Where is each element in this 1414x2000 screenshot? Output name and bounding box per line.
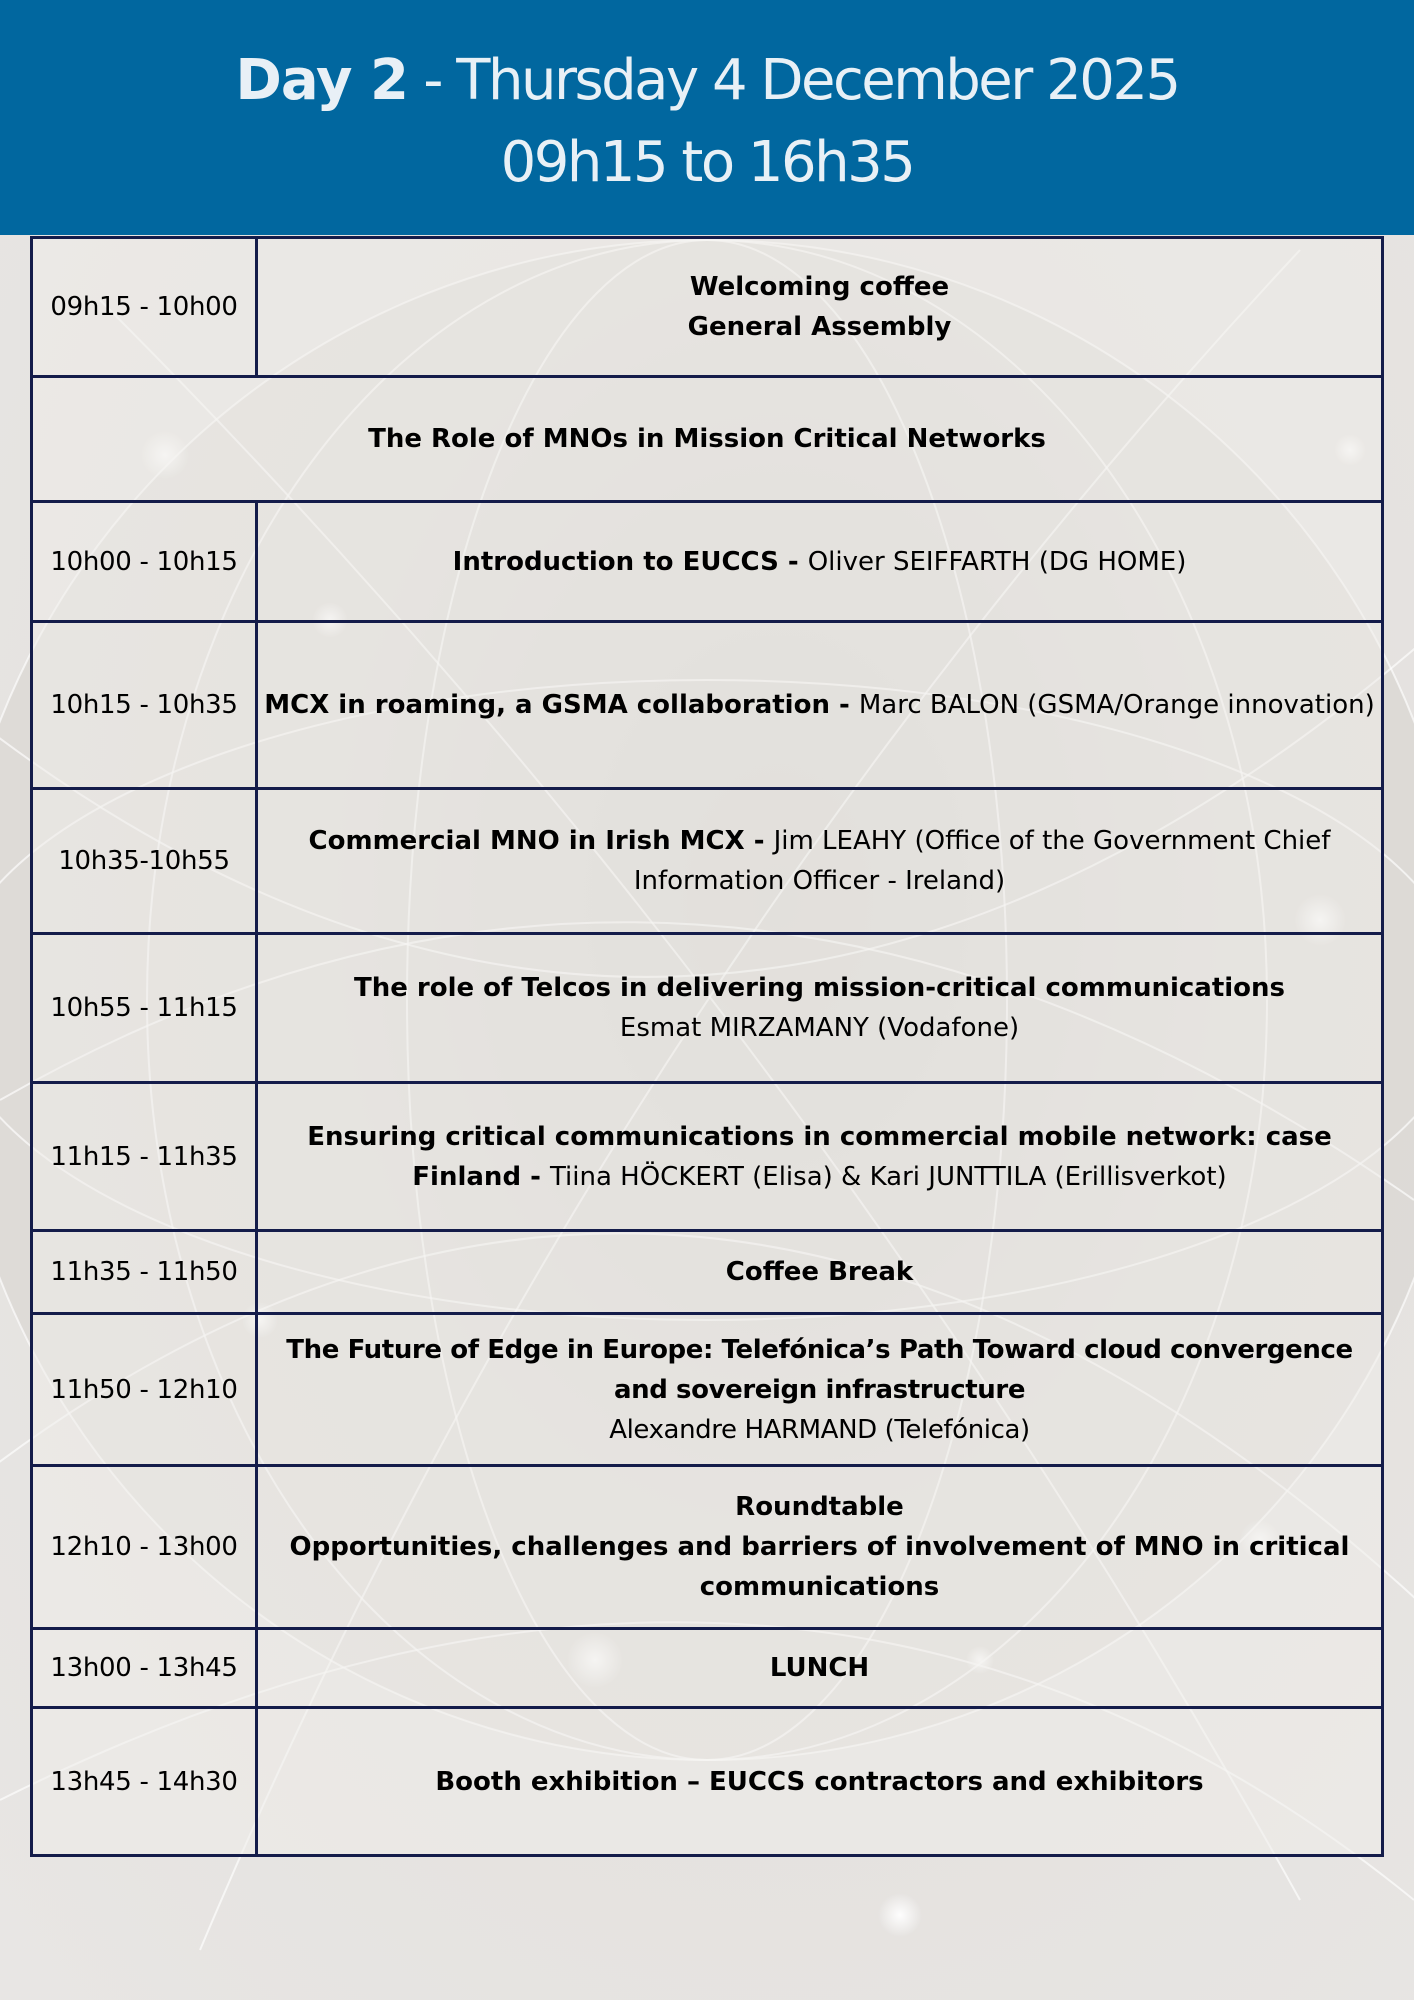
row-content <box>257 1708 1383 1856</box>
row-time: 10h55 - 11h15 <box>32 934 257 1083</box>
row-content <box>257 789 1383 934</box>
page-header <box>0 0 1414 235</box>
row-title: LUNCH <box>769 1653 870 1683</box>
row-content <box>257 1083 1383 1231</box>
row-time: 11h50 - 12h10 <box>32 1314 257 1466</box>
row-time: 10h15 - 10h35 <box>32 622 257 789</box>
row-title: Ensuring critical communications in commercial mobile network: case Finland - <box>307 1121 1332 1192</box>
row-time: 12h10 - 13h00 <box>32 1466 257 1629</box>
agenda-row <box>32 1708 1383 1856</box>
row-time: 11h15 - 11h35 <box>32 1083 257 1231</box>
agenda-row <box>32 1314 1383 1466</box>
row-title-2: General Assembly <box>687 312 952 342</box>
agenda-row <box>32 238 1383 377</box>
row-speaker: Alexandre HARMAND (Telefónica) <box>609 1414 1030 1445</box>
row-content <box>257 238 1383 377</box>
row-title: Introduction to EUCCS - <box>452 546 808 577</box>
agenda-row <box>32 1466 1383 1629</box>
row-time: 09h15 - 10h00 <box>32 238 257 377</box>
row-time: 10h35-10h55 <box>32 789 257 934</box>
agenda-row <box>32 934 1383 1083</box>
agenda-table <box>30 236 1384 1857</box>
row-content <box>257 934 1383 1083</box>
row-speaker: Esmat MIRZAMANY (Vodafone) <box>619 1013 1020 1043</box>
row-content <box>257 1629 1383 1708</box>
row-title: MCX in roaming, a GSMA collaboration - <box>264 690 859 720</box>
date-text: - Thursday 4 December 2025 <box>407 48 1179 113</box>
row-time: 13h45 - 14h30 <box>32 1708 257 1856</box>
row-speaker: Tiina HÖCKERT (Elisa) & Kari JUNTTILA (Erillisverkot) <box>549 1161 1227 1192</box>
row-time: 11h35 - 11h50 <box>32 1231 257 1314</box>
day-label: Day 2 <box>235 48 408 113</box>
day-date-heading <box>0 46 1414 116</box>
row-speaker: Jim LEAHY (Office of the Government Chief Information Officer - Ireland) <box>633 826 1331 896</box>
row-content <box>257 1314 1383 1466</box>
row-title: Commercial MNO in Irish MCX - <box>308 826 774 856</box>
time-range: 09h15 to 16h35 <box>500 130 914 195</box>
row-time: 10h00 - 10h15 <box>32 502 257 622</box>
row-content <box>257 1466 1383 1629</box>
row-title-2: Opportunities, challenges and barriers of involvement of MNO in critical communications <box>289 1532 1350 1602</box>
section-row <box>32 377 1383 502</box>
row-title: Coffee Break <box>725 1257 914 1287</box>
row-content <box>257 502 1383 622</box>
agenda-row <box>32 622 1383 789</box>
agenda-row <box>32 502 1383 622</box>
row-title: Welcoming coffee <box>689 272 950 302</box>
section-title: The Role of MNOs in Mission Critical Networks <box>32 377 1383 502</box>
row-content <box>257 1231 1383 1314</box>
row-title: The role of Telcos in delivering mission-critical communications <box>353 973 1286 1003</box>
row-time: 13h00 - 13h45 <box>32 1629 257 1708</box>
agenda-row <box>32 789 1383 934</box>
row-title: Booth exhibition – EUCCS contractors and exhibitors <box>435 1766 1204 1797</box>
row-content <box>257 622 1383 789</box>
agenda-row <box>32 1629 1383 1708</box>
row-speaker: Marc BALON (GSMA/Orange innovation) <box>858 690 1375 720</box>
agenda-row <box>32 1083 1383 1231</box>
row-speaker: Oliver SEIFFARTH (DG HOME) <box>807 546 1187 577</box>
row-title: The Future of Edge in Europe: Telefónica’s Path Toward cloud convergence and sovereign infrastructure <box>286 1334 1353 1405</box>
agenda-row <box>32 1231 1383 1314</box>
row-title: Roundtable <box>735 1492 904 1522</box>
